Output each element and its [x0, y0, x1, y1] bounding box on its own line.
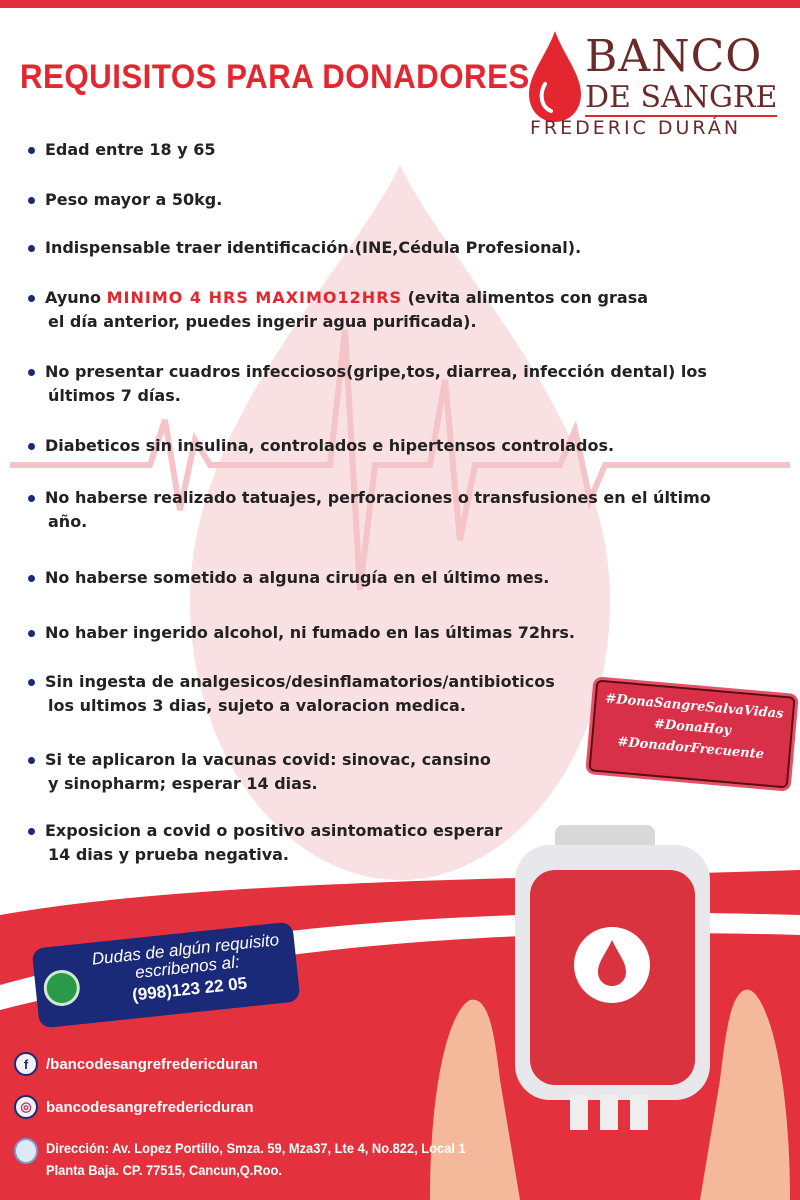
logo-line1: BANCO [585, 31, 763, 82]
location-pin-icon [14, 1138, 38, 1164]
requirement-continuation: el día anterior, puedes ingerir agua purificada). [48, 312, 477, 331]
requirement-text: Sin ingesta de analgesicos/desinflamatorios/antibioticos [45, 672, 555, 691]
contact-question: Dudas de algún requisito escribenos al: [90, 930, 280, 983]
instagram-link[interactable] [14, 1095, 254, 1119]
requirement-highlight: MINIMO 4 HRS MAXIMO12HRS [106, 288, 403, 307]
requirement-continuation: y sinopharm; esperar 14 dias. [48, 774, 318, 793]
logo-line2: DE SANGRE [585, 80, 778, 115]
page-title: REQUISITOS PARA DONADORES [20, 58, 530, 96]
requirement-text: Indispensable traer identificación.(INE,Cédula Profesional). [45, 238, 582, 257]
address-line1: Dirección: Av. Lopez Portillo, Smza. 59, Mza37, Lte 4, No.822, Local 1 [46, 1140, 466, 1156]
hashtag: #DonadorFrecuente [616, 734, 765, 763]
address [46, 1137, 466, 1181]
requirement-text: No haberse realizado tatuajes, perforaciones o transfusiones en el último [45, 488, 711, 507]
address-line2: Planta Baja. CP. 77515, Cancun,Q.Roo. [46, 1162, 282, 1178]
requirement-text: No haberse sometido a alguna cirugía en el último mes. [45, 568, 550, 587]
hashtag-stamp [588, 679, 795, 788]
requirement-text: Diabeticos sin insulina, controlados e hipertensos controlados. [45, 436, 615, 455]
facebook-icon: f [14, 1052, 38, 1076]
requirement-text: No presentar cuadros infecciosos(gripe,tos, diarrea, infección dental) los [45, 362, 707, 381]
instagram-handle: bancodesangrefredericduran [46, 1098, 254, 1116]
requirement-text: No haber ingerido alcohol, ni fumado en las últimas 72hrs. [45, 623, 575, 642]
facebook-link[interactable] [14, 1052, 258, 1076]
requirement-text: Peso mayor a 50kg. [45, 190, 223, 209]
requirement-continuation: año. [48, 512, 88, 531]
requirement-text: (evita alimentos con grasa [402, 288, 649, 307]
hashtag: #DonaHoy [653, 716, 732, 739]
requirement-text: Ayuno [45, 288, 107, 307]
whatsapp-phone-icon [42, 968, 82, 1008]
logo-line3: FREDERIC DURÁN [530, 117, 742, 139]
instagram-icon: ◎ [14, 1095, 38, 1119]
requirement-continuation: 14 dias y prueba negativa. [48, 845, 289, 864]
hashtag: #DonaSangreSalvaVidas [604, 691, 784, 722]
phone-number[interactable]: (998)123 22 05 [131, 973, 248, 1005]
requirement-continuation: los ultimos 3 dias, sujeto a valoracion medica. [48, 696, 466, 715]
requirement-text: Edad entre 18 y 65 [45, 140, 216, 159]
requirement-text: Si te aplicaron la vacunas covid: sinovac, cansino [45, 750, 491, 769]
requirement-text: Exposicion a covid o positivo asintomatico esperar [45, 821, 503, 840]
requirement-continuation: últimos 7 días. [48, 386, 181, 405]
facebook-handle: /bancodesangrefredericduran [46, 1055, 258, 1073]
